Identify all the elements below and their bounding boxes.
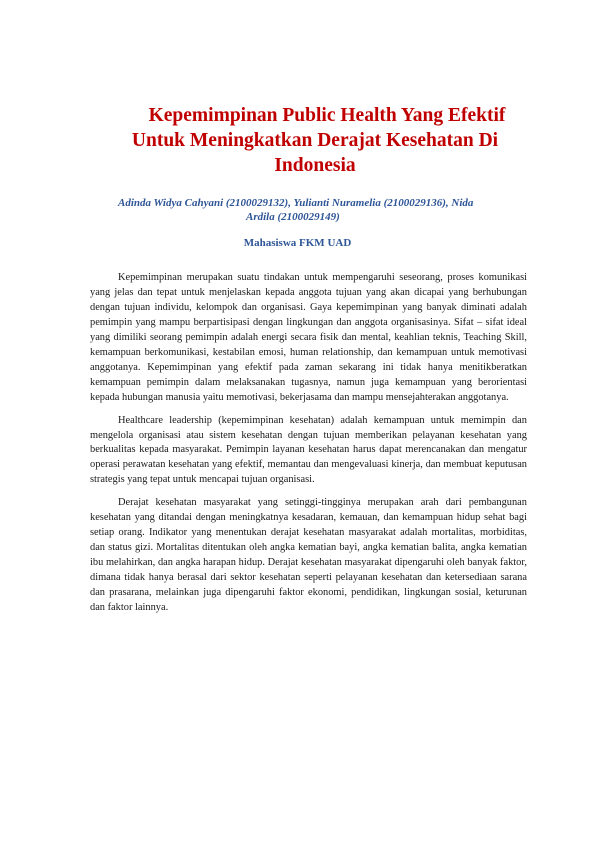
affiliation: Mahasiswa FKM UAD [243, 237, 352, 249]
document-title [80, 103, 550, 178]
title-line: Kepemimpinan Public Health Yang Efektif [148, 105, 506, 126]
author-list [118, 196, 518, 224]
title-line: Indonesia [274, 155, 356, 176]
paragraph: Kepemimpinan merupakan suatu tindakan untuk mempengaruhi seseorang, proses komunikasi yang jelas dan tepat untuk menjelaskan kepada anggota tujuan yang akan dicapai yang berhubungan dengan tujuan individu, kelompok dan organisasi. Gaya kepemimpinan yang banyak diminati adalah pemimpin yang mampu berpartisipasi dengan lingkungan dan anggota organisasinya. Sifat – sifat ideal yang dimiliki seorang pemimpin adalah energi secara fisik dan mental, keahlian teknis, Teaching Skill, kemampuan berkomunikasi, kestabilan emosi, human relationship, dan kemampuan untuk memotivasi anggotanya. Kepemimpinan yang efektif pada zaman sekarang ini tidak hanya menitikberatkan kemampuan pemimpin dalam melaksanakan tugasnya, namun juga kemampuan yang berorientasi kepada hubungan manusia yaitu memotivasi, bekerjasama dan mampu mensejahterakan anggotanya. [90, 272, 527, 403]
paragraph: Healthcare leadership (kepemimpinan kesehatan) adalah kemampuan untuk memimpin dan mengelola organisasi atau sistem kesehatan dengan tujuan memberikan pelayanan kesehatan yang berkualitas kepada masyarakat. Pemimpin layanan kesehatan harus dapat merencanakan dan mengatur operasi perawatan kesehatan yang efektif, memantau dan mengevaluasi kinerja, dan membuat keputusan strategis yang tepat untuk mencapai tujuan organisasi. [90, 414, 527, 486]
title-line: Untuk Meningkatkan Derajat Kesehatan Di [131, 130, 499, 151]
body-text [90, 271, 527, 624]
author-line: Adinda Widya Cahyani (2100029132), Yulianti Nuramelia (2100029136), Nida [118, 197, 474, 209]
author-line: Ardila (2100029149) [246, 211, 340, 223]
paragraph: Derajat kesehatan masyarakat yang setinggi-tingginya merupakan arah dari pembangunan kesehatan yang ditandai dengan meningkatnya kesadaran, kemauan, dan kemampuan hidup sehat bagi setiap orang. Indikator yang menentukan derajat kesehatan masyarakat adalah mortalitas, morbiditas, dan status gizi. Mortalitas ditentukan oleh angka kematian bayi, angka kematian balita, angka kematian ibu melahirkan, dan angka harapan hidup. Derajat kesehatan masyarakat dipengaruhi oleh banyak faktor, dimana tidak hanya berasal dari sektor kesehatan seperti pelayanan kesehatan dan ketersediaan sarana dan prasarana, melainkan juga dipengaruhi faktor ekonomi, pendidikan, lingkungan sosial, keturunan dan faktor lainnya. [90, 497, 527, 614]
